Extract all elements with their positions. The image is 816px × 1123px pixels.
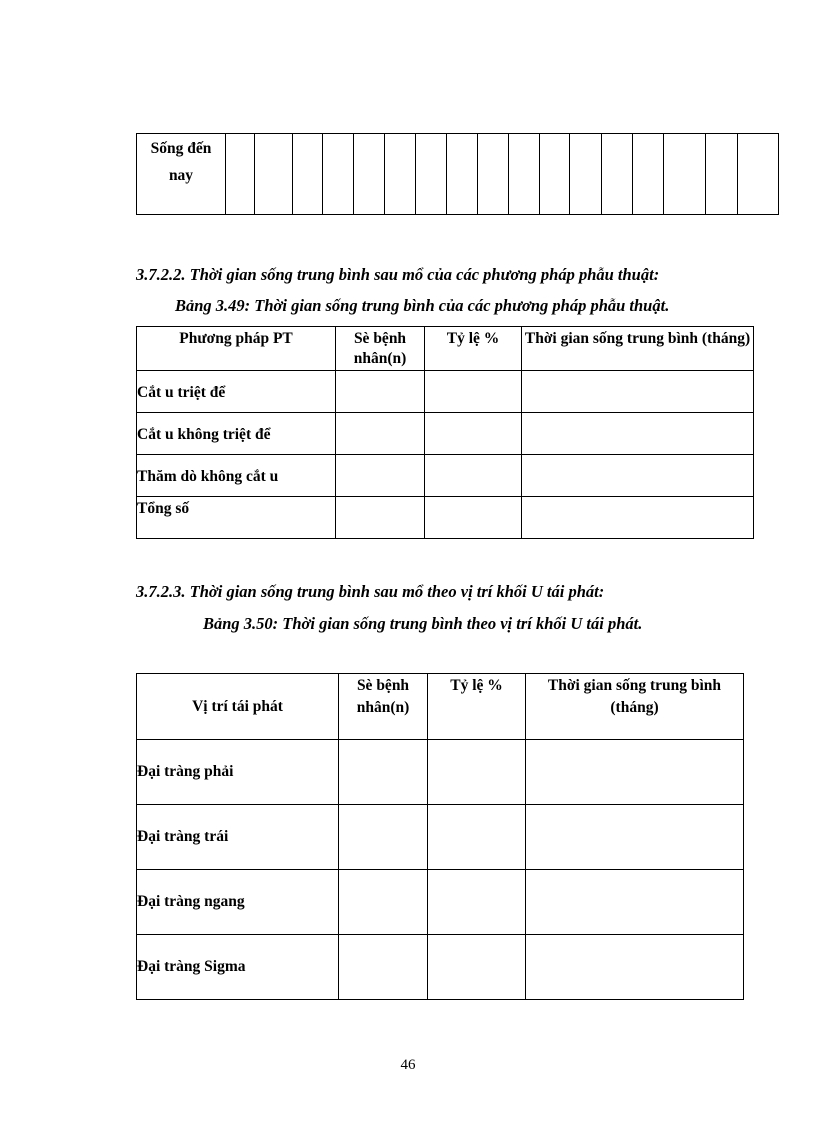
empty-cell (425, 497, 522, 539)
empty-cell (706, 134, 738, 215)
empty-cell (664, 134, 706, 215)
empty-cell (339, 935, 428, 1000)
table-row (137, 134, 779, 215)
row-label: Đại tràng Sigma (137, 935, 339, 1000)
row-label: Tổng số (137, 497, 336, 539)
empty-cell (293, 134, 323, 215)
empty-cell (339, 740, 428, 805)
column-header: Sè bệnh nhân(n) (339, 674, 428, 740)
column-header: Thời gian sống trung bình (tháng) (526, 674, 744, 740)
empty-cell (526, 935, 744, 1000)
table-row (137, 497, 754, 539)
row-label: Thăm dò không cắt u (137, 455, 336, 497)
empty-cell (738, 134, 779, 215)
empty-cell (447, 134, 478, 215)
table-row (137, 935, 744, 1000)
empty-cell (522, 413, 754, 455)
empty-cell (509, 134, 540, 215)
empty-cell (255, 134, 293, 215)
empty-cell (416, 134, 447, 215)
table-row (137, 740, 744, 805)
table-3-49 (136, 326, 754, 539)
column-header: Sè bệnh nhân(n) (336, 327, 425, 371)
empty-cell (385, 134, 416, 215)
empty-cell (428, 740, 526, 805)
row-label: Cắt u triệt để (137, 371, 336, 413)
table-3-50 (136, 673, 744, 1000)
table-header-row (137, 674, 744, 740)
row-label: Đại tràng trái (137, 805, 339, 870)
empty-cell (526, 870, 744, 935)
column-header: Vị trí tái phát (137, 674, 339, 740)
empty-cell (428, 805, 526, 870)
table-row (137, 455, 754, 497)
column-header: Tỷ lệ % (428, 674, 526, 740)
empty-cell (339, 805, 428, 870)
empty-cell (336, 497, 425, 539)
table-row (137, 413, 754, 455)
empty-cell (425, 455, 522, 497)
empty-cell (633, 134, 664, 215)
empty-cell (602, 134, 633, 215)
empty-cell (323, 134, 354, 215)
empty-cell (522, 371, 754, 413)
empty-cell (336, 455, 425, 497)
table-row (137, 870, 744, 935)
empty-cell (526, 740, 744, 805)
empty-cell (226, 134, 255, 215)
section-heading-3-7-2-2: 3.7.2.2. Thời gian sống trung bình sau mổ của các phương pháp phẫu thuật: (136, 265, 660, 284)
empty-cell (354, 134, 385, 215)
survival-table-fragment (136, 133, 779, 215)
table-row (137, 371, 754, 413)
empty-cell (425, 413, 522, 455)
empty-cell (428, 870, 526, 935)
empty-cell (478, 134, 509, 215)
empty-cell (339, 870, 428, 935)
table-header-row (137, 327, 754, 371)
row-label: Đại tràng ngang (137, 870, 339, 935)
empty-cell (522, 455, 754, 497)
row-label: Đại tràng phải (137, 740, 339, 805)
empty-cell (336, 371, 425, 413)
column-header: Tỷ lệ % (425, 327, 522, 371)
row-label: Cắt u không triệt để (137, 413, 336, 455)
table-row (137, 805, 744, 870)
empty-cell (570, 134, 602, 215)
empty-cell (336, 413, 425, 455)
column-header: Phương pháp PT (137, 327, 336, 371)
row-label-song-den-nay: Sống đến nay (137, 134, 226, 215)
empty-cell (522, 497, 754, 539)
section-heading-3-7-2-3: 3.7.2.3. Thời gian sống trung bình sau mổ theo vị trí khối U tái phát: (136, 582, 605, 601)
empty-cell (428, 935, 526, 1000)
empty-cell (526, 805, 744, 870)
table-caption-3-49: Bảng 3.49: Thời gian sống trung bình của các phương pháp phẫu thuật. (175, 296, 670, 315)
column-header: Thời gian sống trung bình (tháng) (522, 327, 754, 371)
empty-cell (540, 134, 570, 215)
page-number: 46 (400, 1057, 416, 1073)
table-caption-3-50: Bảng 3.50: Thời gian sống trung bình theo vị trí khối U tái phát. (203, 614, 643, 633)
empty-cell (425, 371, 522, 413)
